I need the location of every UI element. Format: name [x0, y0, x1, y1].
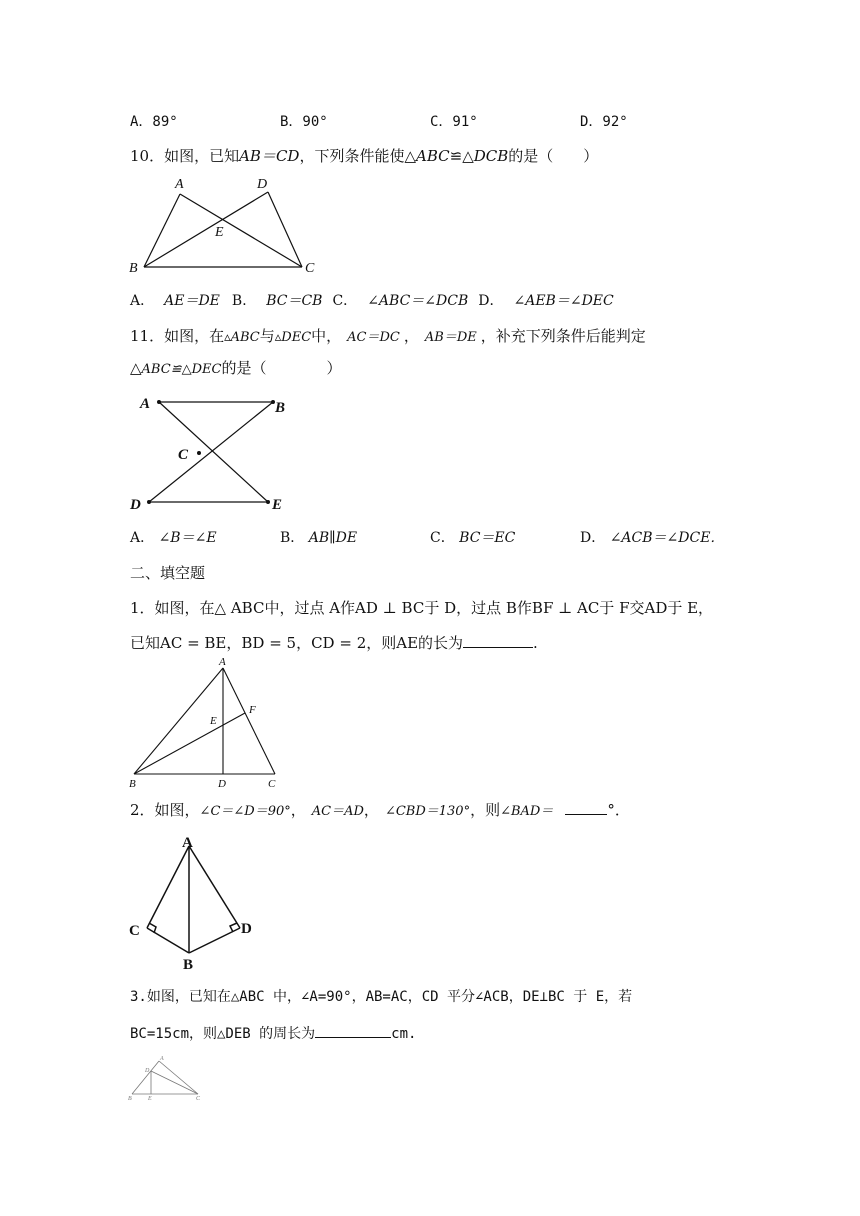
q11-option-b-prefix: B． — [280, 530, 305, 546]
section-title: 二、填空题 — [130, 564, 206, 582]
q10-label-e: E — [215, 225, 224, 240]
q11-congruence: ABC≌△DEC — [141, 362, 222, 377]
f1-line1: 1．如图，在△ ABC中，过点 A作AD ⊥ BC于 D，过点 B作BF ⊥ AC于 F交AD于 E， — [130, 599, 714, 617]
q11-stem-text: 11．如图，在 — [130, 327, 225, 345]
q11-option-d-prefix: D． — [580, 530, 606, 546]
f1-line2 — [130, 633, 538, 653]
f2-sep1: ， — [290, 801, 306, 819]
q11-option-c-expr: BC＝EC — [459, 530, 516, 546]
q10-triangle2: DCB — [473, 147, 509, 165]
q11-segment-bd — [149, 402, 273, 502]
q11-stem-line1 — [130, 326, 646, 348]
f2-condition3: ∠CBD＝130° — [384, 804, 471, 819]
q11-triangle-symbol: △ — [130, 359, 142, 377]
f2-label-a: A — [182, 835, 193, 851]
q11-condition2: AB＝DE — [424, 330, 477, 345]
q10-option-d[interactable]: ∠AEB＝∠DEC — [513, 293, 614, 309]
q10-option-b-prefix[interactable]: B． — [231, 293, 257, 309]
q10-stem-text: 10．如图，已知 — [130, 147, 240, 165]
f2-sep3: ，则 — [470, 801, 501, 819]
q10-label-d: D — [257, 177, 268, 192]
q10-label-c: C — [305, 261, 315, 274]
f2-stem-text: 2．如图， — [130, 801, 200, 819]
f2-angle-bad: ∠BAD＝ — [500, 804, 554, 819]
f3-figure — [126, 1054, 206, 1104]
f3-label-d: D — [145, 1068, 150, 1074]
f2-stem-end: °． — [607, 801, 630, 819]
f2-sep2: ， — [363, 801, 379, 819]
q11-option-d[interactable] — [580, 528, 724, 548]
f3-label-a: A — [160, 1056, 164, 1062]
q11-point-e — [266, 500, 270, 504]
q10-triangle1: ABC — [416, 147, 450, 165]
q11-label-a: A — [140, 396, 151, 412]
q10-option-d-prefix[interactable]: D． — [478, 293, 504, 309]
f3-label-c: C — [196, 1096, 201, 1102]
q11-triangle2: ▵DEC — [274, 330, 312, 345]
f3-line2-text: BC=15cm，则△DEB 的周长为 — [130, 1026, 316, 1042]
f2-segment-ac — [147, 846, 189, 928]
q10-condition: AB＝CD — [239, 147, 300, 165]
f1-answer-blank[interactable] — [463, 633, 533, 648]
q10-option-c[interactable]: ∠ABC＝∠DCB — [367, 293, 469, 309]
q11-option-a-prefix: A． — [130, 530, 155, 546]
f3-label-e: E — [148, 1096, 152, 1102]
f2-condition1: ∠C＝∠D＝90° — [199, 804, 291, 819]
f3-label-b: B — [128, 1096, 132, 1102]
f3-line2-end: cm. — [391, 1026, 417, 1042]
f2-stem — [130, 800, 630, 822]
q11-option-b-expr: AB∥DE — [308, 530, 358, 546]
q11-label-d: D — [130, 497, 141, 513]
q10-segment-ac — [180, 194, 302, 267]
q11-option-c[interactable] — [430, 528, 515, 548]
q11-point-c — [197, 451, 201, 455]
f1-label-c: C — [268, 778, 276, 788]
f2-label-d: D — [241, 921, 252, 937]
q10-option-b[interactable]: BC＝CB — [266, 293, 323, 309]
q11-label-b: B — [275, 400, 286, 416]
f3-segment-ab — [132, 1061, 159, 1094]
f2-condition2: AC＝AD — [311, 804, 364, 819]
q11-label-e: E — [272, 497, 283, 513]
q10-segment-dc — [268, 192, 302, 267]
q11-stem-line2 — [130, 358, 341, 380]
f1-line2-end: . — [533, 634, 538, 652]
q11-option-a-expr: ∠B＝∠E — [158, 530, 217, 546]
q10-congruent: ≌△ — [449, 147, 474, 165]
q10-stem — [130, 146, 598, 166]
q10-label-a: A — [175, 177, 184, 192]
f2-answer-blank[interactable] — [565, 800, 607, 815]
q11-label-c: C — [178, 447, 189, 463]
q11-point-d — [147, 500, 151, 504]
f1-line2-text: 已知AC = BE，BD = 5，CD = 2，则AE的长为 — [130, 634, 464, 652]
f1-label-f: F — [249, 704, 256, 716]
q9-option-b[interactable]: B．90° — [280, 114, 328, 130]
f2-label-b: B — [183, 957, 194, 972]
q11-option-d-expr: ∠ACB＝∠DCE． — [609, 530, 725, 546]
f2-figure — [125, 832, 265, 972]
q11-segment-ae — [159, 402, 268, 502]
q10-stem-text2: ，下列条件能使△ — [299, 147, 416, 165]
q11-triangle1: ▵ABC — [224, 330, 260, 345]
q10-options — [130, 291, 614, 311]
q11-option-b[interactable] — [280, 528, 357, 548]
q11-separator: ， — [403, 327, 419, 345]
q11-stem-text-b: 中， — [311, 327, 342, 345]
f1-label-b: B — [129, 778, 136, 788]
q11-stem-text-c: ，补充下列条件后能判定 — [480, 327, 646, 345]
f3-line2 — [130, 1023, 416, 1044]
q10-label-b: B — [129, 261, 138, 274]
f2-segment-cb — [147, 928, 189, 953]
q10-stem-end: 的是（ ） — [508, 147, 599, 165]
f2-segment-ad — [189, 846, 240, 928]
q9-option-d[interactable]: D．92° — [580, 114, 628, 130]
q11-option-c-prefix: C． — [430, 530, 455, 546]
f1-label-d: D — [218, 778, 226, 788]
q11-condition1: AC＝DC — [347, 330, 400, 345]
q11-point-a — [157, 400, 161, 404]
f1-figure — [125, 656, 285, 788]
q10-option-a[interactable]: AE＝DE — [164, 293, 220, 309]
f1-label-e: E — [210, 715, 217, 727]
q11-and: 与 — [259, 327, 275, 345]
q11-figure — [125, 392, 305, 517]
q9-option-c[interactable]: C．91° — [430, 114, 478, 130]
q9-option-a[interactable]: A．89° — [130, 114, 178, 130]
f3-line1: 3.如图，已知在△ABC 中，∠A=90°，AB=AC，CD 平分∠ACB，DE⊥BC 于 E，若 — [130, 989, 633, 1005]
q10-option-c-prefix[interactable]: C． — [332, 293, 358, 309]
q11-option-a[interactable] — [130, 528, 217, 548]
f2-label-c: C — [129, 923, 140, 939]
q11-stem-end: 的是（ ） — [221, 359, 342, 377]
f3-answer-blank[interactable] — [315, 1023, 391, 1038]
q10-option-a-prefix[interactable]: A． — [130, 293, 155, 309]
f1-label-a: A — [219, 656, 226, 668]
q10-figure — [125, 174, 325, 274]
f1-segment-bf — [134, 713, 245, 774]
